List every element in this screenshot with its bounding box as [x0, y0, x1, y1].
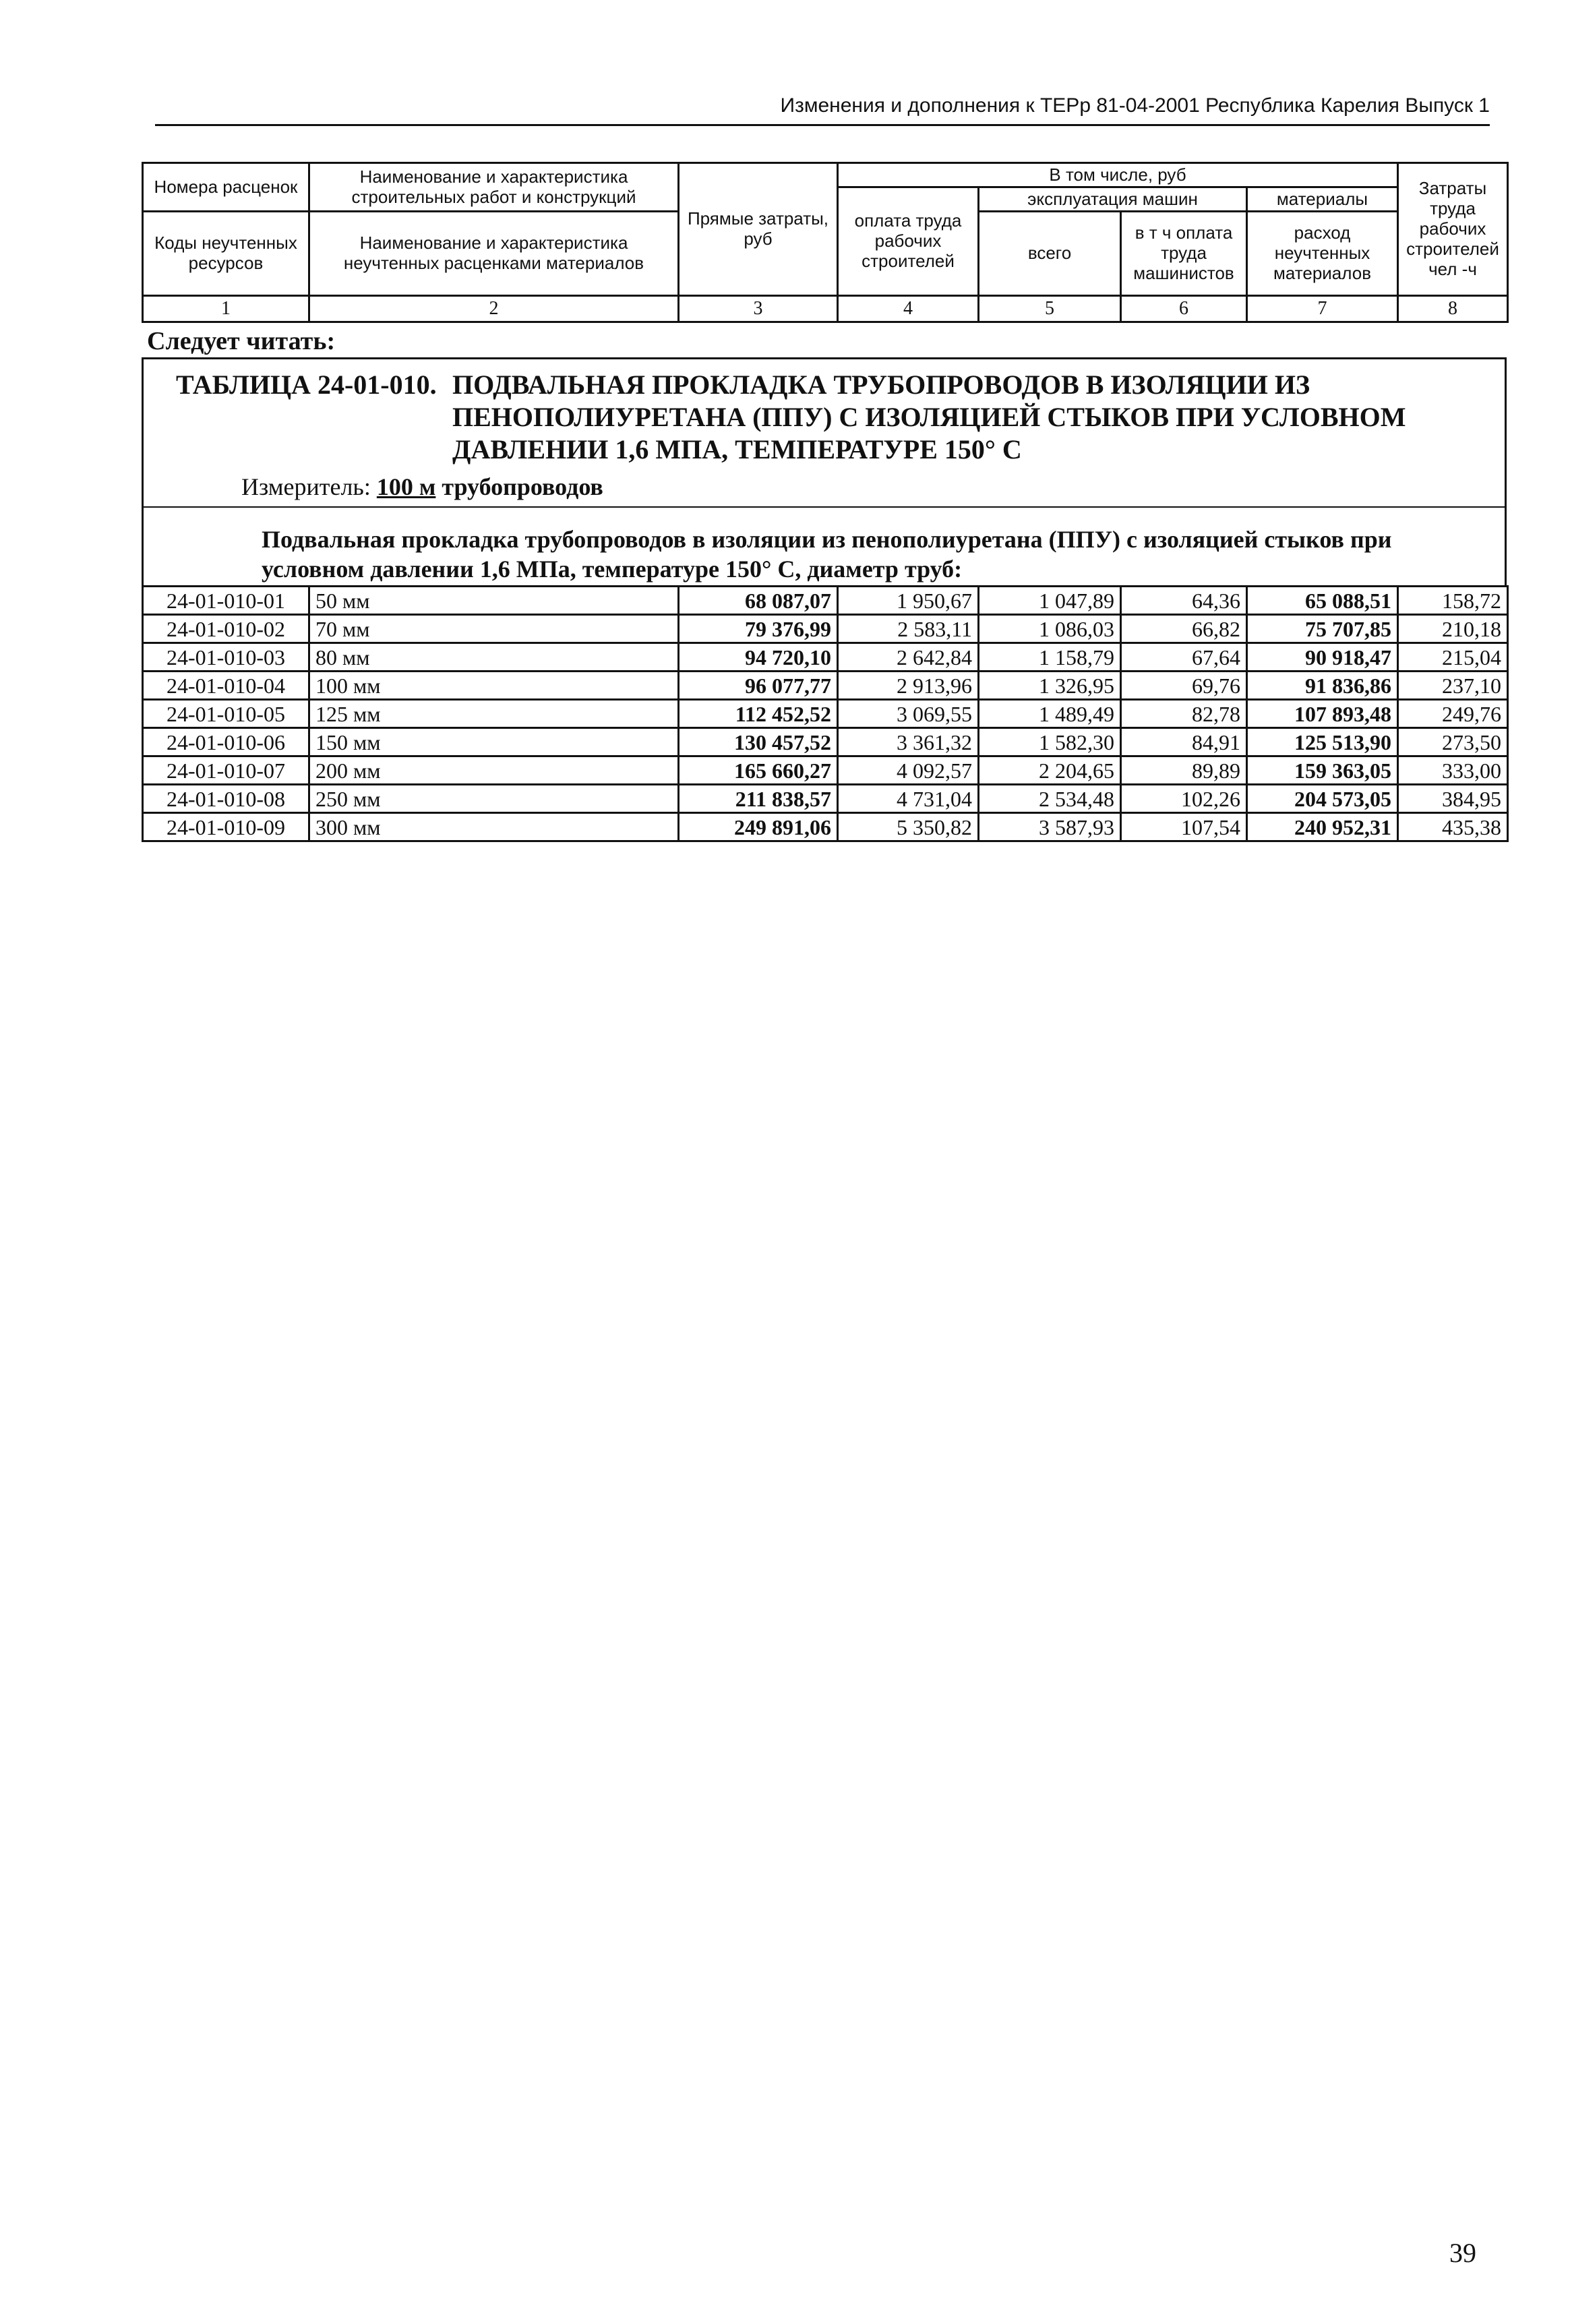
row-diameter: 50 мм: [309, 587, 679, 615]
column-number: 7: [1247, 296, 1398, 322]
row-material-consumption: 240 952,31: [1247, 813, 1398, 841]
row-material-consumption: 159 363,05: [1247, 756, 1398, 785]
row-diameter: 300 мм: [309, 813, 679, 841]
row-operator-pay: 102,26: [1121, 785, 1247, 813]
header-resource-codes: Коды неучтенных ресурсов: [143, 212, 309, 296]
table-row: [143, 587, 1508, 615]
row-machines-total: 2 204,65: [979, 756, 1121, 785]
row-direct-costs: 96 077,77: [679, 672, 838, 700]
row-code: 24-01-010-09: [143, 813, 309, 841]
row-code: 24-01-010-02: [143, 615, 309, 643]
row-diameter: 100 мм: [309, 672, 679, 700]
table-title-prefix: ТАБЛИЦА 24-01-010.: [176, 369, 437, 400]
row-material-consumption: 90 918,47: [1247, 643, 1398, 672]
row-worker-pay: 2 913,96: [838, 672, 979, 700]
row-operator-pay: 84,91: [1121, 728, 1247, 756]
row-operator-pay: 107,54: [1121, 813, 1247, 841]
measure-label: Измеритель:: [241, 473, 371, 500]
row-labor-hours: 273,50: [1398, 728, 1508, 756]
row-worker-pay: 2 583,11: [838, 615, 979, 643]
row-machines-total: 3 587,93: [979, 813, 1121, 841]
header-work-description: Наименование и характеристика строительных работ и конструкций: [309, 163, 679, 212]
row-direct-costs: 130 457,52: [679, 728, 838, 756]
header-rate-numbers: Номера расценок: [143, 163, 309, 212]
column-number: 5: [979, 296, 1121, 322]
row-operator-pay: 82,78: [1121, 700, 1247, 728]
section-title: Подвальная прокладка трубопроводов в изоляции из пенополиуретана (ППУ) с изоляцией стыков при условном давлении 1,6 МПа, температуре 150° С, диаметр труб:: [262, 526, 1392, 583]
row-code: 24-01-010-05: [143, 700, 309, 728]
row-code: 24-01-010-08: [143, 785, 309, 813]
row-operator-pay: 89,89: [1121, 756, 1247, 785]
header-material-consumption: расход неучтенных материалов: [1247, 212, 1398, 296]
row-diameter: 80 мм: [309, 643, 679, 672]
column-number: 1: [143, 296, 309, 322]
table-row: [143, 813, 1508, 841]
row-material-consumption: 107 893,48: [1247, 700, 1398, 728]
row-machines-total: 1 047,89: [979, 587, 1121, 615]
row-material-consumption: 91 836,86: [1247, 672, 1398, 700]
table-title-box: [142, 357, 1507, 508]
header-worker-pay: оплата труда рабочих строителей: [838, 187, 979, 296]
row-material-consumption: 204 573,05: [1247, 785, 1398, 813]
row-machines-total: 1 158,79: [979, 643, 1121, 672]
table-row: [143, 643, 1508, 672]
row-labor-hours: 384,95: [1398, 785, 1508, 813]
row-direct-costs: 94 720,10: [679, 643, 838, 672]
rates-table: [142, 585, 1509, 842]
table-title-body: ПОДВАЛЬНАЯ ПРОКЛАДКА ТРУБОПРОВОДОВ В ИЗОЛЯЦИИ ИЗ ПЕНОПОЛИУРЕТАНА (ППУ) С ИЗОЛЯЦИЕЙ СТЫКОВ ПРИ УСЛОВНОМ ДАВЛЕНИИ 1,6 МПА, ТЕМПЕРАТУРЕ 150° С: [452, 369, 1406, 465]
table-row: [143, 672, 1508, 700]
table-row: [143, 785, 1508, 813]
row-labor-hours: 237,10: [1398, 672, 1508, 700]
row-worker-pay: 3 361,32: [838, 728, 979, 756]
table-row: [143, 700, 1508, 728]
column-number: 8: [1398, 296, 1508, 322]
header-operator-pay: в т ч оплата труда машинистов: [1121, 212, 1247, 296]
row-worker-pay: 4 731,04: [838, 785, 979, 813]
table-row: [143, 728, 1508, 756]
row-diameter: 70 мм: [309, 615, 679, 643]
row-worker-pay: 1 950,67: [838, 587, 979, 615]
row-machines-total: 1 582,30: [979, 728, 1121, 756]
row-code: 24-01-010-03: [143, 643, 309, 672]
row-direct-costs: 112 452,52: [679, 700, 838, 728]
row-worker-pay: 3 069,55: [838, 700, 979, 728]
row-diameter: 125 мм: [309, 700, 679, 728]
row-direct-costs: 249 891,06: [679, 813, 838, 841]
header-including-group: В том числе, руб: [838, 163, 1398, 187]
row-machines-total: 2 534,48: [979, 785, 1121, 813]
measure-line: [241, 473, 603, 501]
row-labor-hours: 158,72: [1398, 587, 1508, 615]
header-material-description: Наименование и характеристика неучтенных расценками материалов: [309, 212, 679, 296]
header-labor-hours: Затраты труда рабочих строителей чел -ч: [1398, 163, 1508, 296]
row-machines-total: 1 086,03: [979, 615, 1121, 643]
row-worker-pay: 2 642,84: [838, 643, 979, 672]
header-materials: материалы: [1247, 187, 1398, 212]
page-number: 39: [1449, 2238, 1476, 2268]
column-number: 2: [309, 296, 679, 322]
row-labor-hours: 435,38: [1398, 813, 1508, 841]
column-number: 4: [838, 296, 979, 322]
header-direct-costs: Прямые затраты, руб: [679, 163, 838, 296]
column-number: 6: [1121, 296, 1247, 322]
follows-label: Следует читать:: [147, 327, 336, 355]
row-machines-total: 1 489,49: [979, 700, 1121, 728]
row-worker-pay: 5 350,82: [838, 813, 979, 841]
measure-unit: трубопроводов: [442, 473, 603, 500]
rates-table-body: [143, 587, 1508, 841]
row-direct-costs: 211 838,57: [679, 785, 838, 813]
row-direct-costs: 68 087,07: [679, 587, 838, 615]
row-worker-pay: 4 092,57: [838, 756, 979, 785]
table-title: [176, 369, 1457, 466]
row-labor-hours: 249,76: [1398, 700, 1508, 728]
row-labor-hours: 333,00: [1398, 756, 1508, 785]
measure-value: 100 м: [376, 473, 436, 500]
column-header-table: [142, 162, 1509, 323]
row-code: 24-01-010-06: [143, 728, 309, 756]
row-code: 24-01-010-07: [143, 756, 309, 785]
header-machines-total: всего: [979, 212, 1121, 296]
table-row: [143, 756, 1508, 785]
row-material-consumption: 125 513,90: [1247, 728, 1398, 756]
row-material-consumption: 75 707,85: [1247, 615, 1398, 643]
row-machines-total: 1 326,95: [979, 672, 1121, 700]
row-code: 24-01-010-04: [143, 672, 309, 700]
row-operator-pay: 67,64: [1121, 643, 1247, 672]
header-machine-operation: эксплуатация машин: [979, 187, 1247, 212]
row-direct-costs: 79 376,99: [679, 615, 838, 643]
column-number: 3: [679, 296, 838, 322]
section-box: [142, 504, 1507, 585]
page-header: Изменения и дополнения к ТЕРр 81-04-2001 Республика Карелия Выпуск 1: [155, 94, 1490, 126]
row-labor-hours: 215,04: [1398, 643, 1508, 672]
table-row: [143, 615, 1508, 643]
row-labor-hours: 210,18: [1398, 615, 1508, 643]
row-direct-costs: 165 660,27: [679, 756, 838, 785]
row-diameter: 200 мм: [309, 756, 679, 785]
row-diameter: 150 мм: [309, 728, 679, 756]
row-diameter: 250 мм: [309, 785, 679, 813]
row-material-consumption: 65 088,51: [1247, 587, 1398, 615]
row-code: 24-01-010-01: [143, 587, 309, 615]
row-operator-pay: 64,36: [1121, 587, 1247, 615]
row-operator-pay: 66,82: [1121, 615, 1247, 643]
row-operator-pay: 69,76: [1121, 672, 1247, 700]
